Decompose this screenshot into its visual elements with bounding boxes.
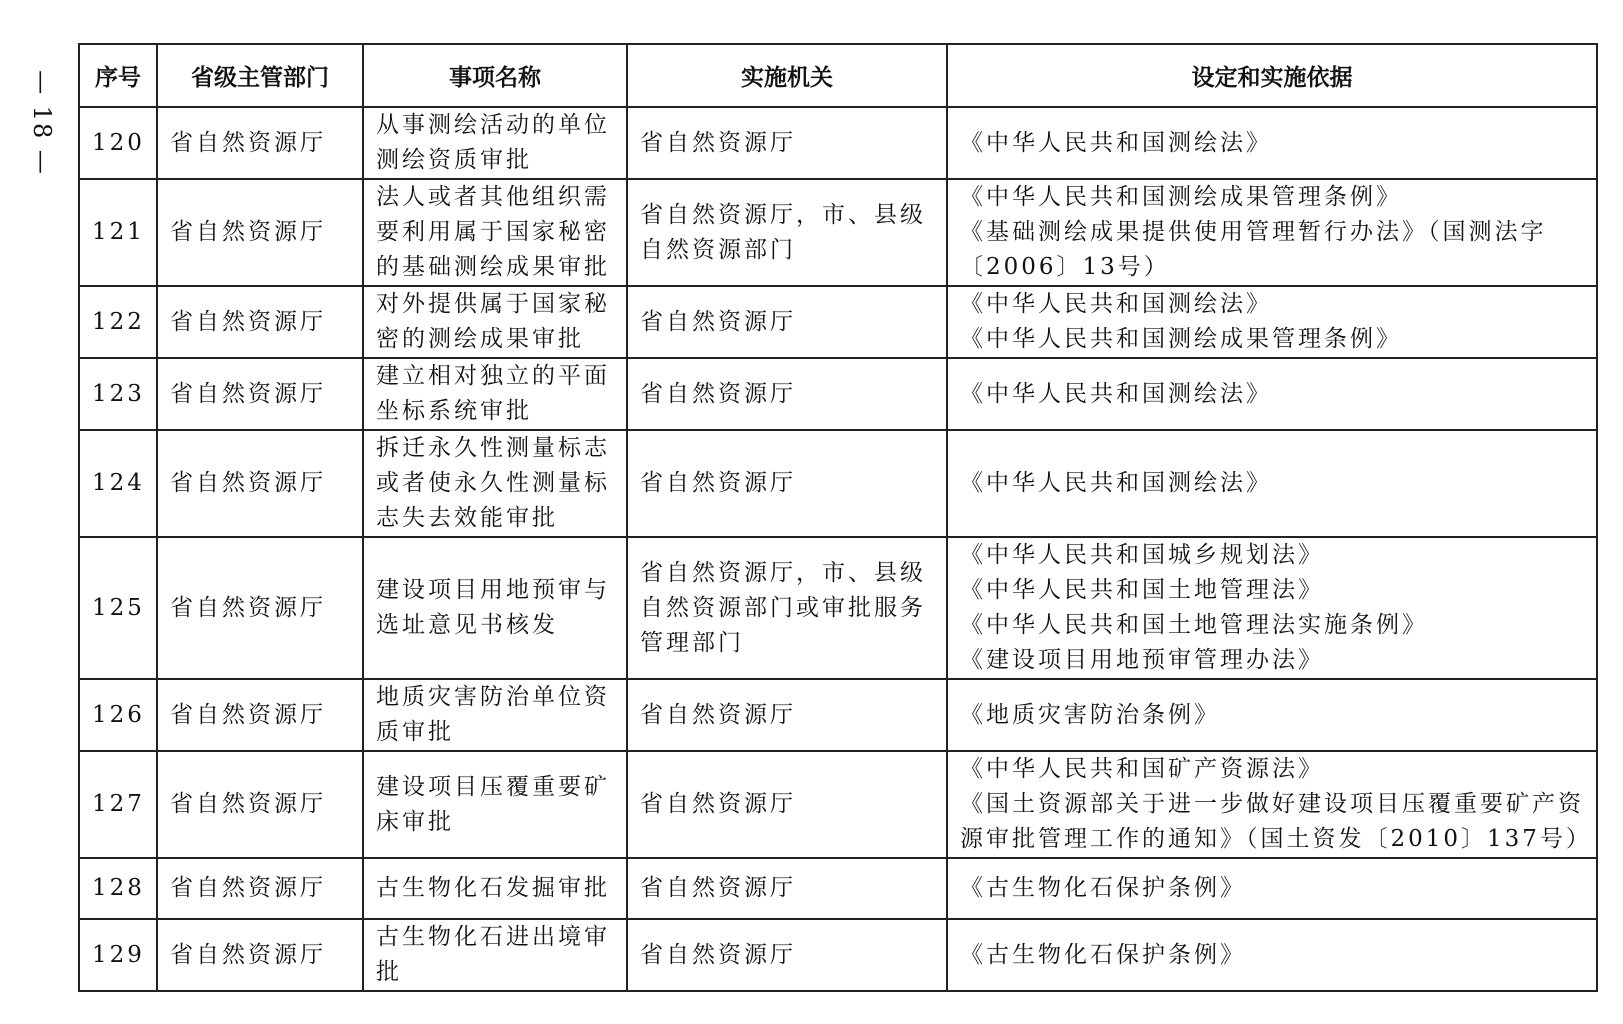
row-serial-number: 125 xyxy=(79,537,157,679)
row-item-name: 建设项目用地预审与选址意见书核发 xyxy=(363,537,627,679)
legal-basis-line: 《国土资源部关于进一步做好建设项目压覆重要矿产资源审批管理工作的通知》（国土资发〔2010〕137号） xyxy=(960,791,1592,852)
row-department: 省自然资源厅 xyxy=(157,679,363,751)
row-item-name: 法人或者其他组织需要利用属于国家秘密的基础测绘成果审批 xyxy=(363,179,627,286)
table-row xyxy=(79,537,1597,679)
legal-basis-line: 《古生物化石保护条例》 xyxy=(960,875,1246,901)
row-serial-number: 122 xyxy=(79,286,157,358)
header-implementing-agency: 实施机关 xyxy=(627,44,947,107)
table-row xyxy=(79,286,1597,358)
table-row xyxy=(79,751,1597,858)
row-item-name: 从事测绘活动的单位测绘资质审批 xyxy=(363,107,627,179)
row-department: 省自然资源厅 xyxy=(157,107,363,179)
row-item-name: 对外提供属于国家秘密的测绘成果审批 xyxy=(363,286,627,358)
row-department: 省自然资源厅 xyxy=(157,751,363,858)
row-implementing-agency: 省自然资源厅 xyxy=(627,286,947,358)
row-legal-basis xyxy=(947,430,1597,537)
row-serial-number: 129 xyxy=(79,919,157,991)
row-serial-number: 127 xyxy=(79,751,157,858)
legal-basis-line: 《中华人民共和国测绘成果管理条例》 xyxy=(960,326,1402,352)
legal-basis-line: 《中华人民共和国测绘法》 xyxy=(960,380,1272,407)
legal-basis-line: 《中华人民共和国测绘成果管理条例》 xyxy=(960,184,1402,210)
row-department: 省自然资源厅 xyxy=(157,358,363,430)
row-implementing-agency: 省自然资源厅 xyxy=(627,430,947,537)
page-number xyxy=(22,58,62,188)
row-serial-number: 120 xyxy=(79,107,157,179)
row-serial-number: 121 xyxy=(79,179,157,286)
row-implementing-agency: 省自然资源厅，市、县级自然资源部门或审批服务管理部门 xyxy=(627,537,947,679)
table-row xyxy=(79,358,1597,430)
row-legal-basis xyxy=(947,358,1597,430)
row-legal-basis xyxy=(947,679,1597,751)
row-department: 省自然资源厅 xyxy=(157,537,363,679)
header-legal-basis: 设定和实施依据 xyxy=(947,44,1597,107)
table-row xyxy=(79,919,1597,991)
table-header-row xyxy=(79,44,1597,107)
row-implementing-agency: 省自然资源厅 xyxy=(627,107,947,179)
row-item-name: 拆迁永久性测量标志或者使永久性测量标志失去效能审批 xyxy=(363,430,627,537)
row-legal-basis xyxy=(947,107,1597,179)
legal-basis-line: 《中华人民共和国测绘法》 xyxy=(960,129,1272,156)
row-department: 省自然资源厅 xyxy=(157,430,363,537)
row-legal-basis xyxy=(947,179,1597,286)
approval-items-table xyxy=(78,43,1598,992)
row-serial-number: 126 xyxy=(79,679,157,751)
table-row xyxy=(79,107,1597,179)
row-serial-number: 123 xyxy=(79,358,157,430)
row-legal-basis xyxy=(947,286,1597,358)
row-item-name: 古生物化石发掘审批 xyxy=(363,858,627,919)
row-item-name: 建立相对独立的平面坐标系统审批 xyxy=(363,358,627,430)
row-legal-basis xyxy=(947,751,1597,858)
row-serial-number: 124 xyxy=(79,430,157,537)
row-implementing-agency: 省自然资源厅 xyxy=(627,919,947,991)
row-implementing-agency: 省自然资源厅 xyxy=(627,858,947,919)
row-department: 省自然资源厅 xyxy=(157,919,363,991)
row-item-name: 建设项目压覆重要矿床审批 xyxy=(363,751,627,858)
row-implementing-agency: 省自然资源厅，市、县级自然资源部门 xyxy=(627,179,947,286)
table-row xyxy=(79,179,1597,286)
row-legal-basis xyxy=(947,858,1597,919)
header-item-name: 事项名称 xyxy=(363,44,627,107)
row-department: 省自然资源厅 xyxy=(157,858,363,919)
row-serial-number: 128 xyxy=(79,858,157,919)
legal-basis-line: 《中华人民共和国测绘法》 xyxy=(960,291,1272,317)
legal-basis-line: 《古生物化石保护条例》 xyxy=(960,941,1246,968)
row-department: 省自然资源厅 xyxy=(157,179,363,286)
row-implementing-agency: 省自然资源厅 xyxy=(627,751,947,858)
row-item-name: 地质灾害防治单位资质审批 xyxy=(363,679,627,751)
row-item-name: 古生物化石进出境审批 xyxy=(363,919,627,991)
page-number-text: — 18 — xyxy=(28,70,57,176)
table-row xyxy=(79,679,1597,751)
legal-basis-line: 《基础测绘成果提供使用管理暂行办法》（国测法字〔2006〕13号） xyxy=(960,219,1547,280)
legal-basis-line: 《中华人民共和国土地管理法》 xyxy=(960,577,1324,603)
legal-basis-line: 《中华人民共和国城乡规划法》 xyxy=(960,542,1324,568)
legal-basis-line: 《中华人民共和国测绘法》 xyxy=(960,470,1272,496)
legal-basis-line: 《中华人民共和国土地管理法实施条例》 xyxy=(960,612,1428,638)
legal-basis-line: 《建设项目用地预审管理办法》 xyxy=(960,647,1324,673)
row-legal-basis xyxy=(947,537,1597,679)
row-legal-basis xyxy=(947,919,1597,991)
row-implementing-agency: 省自然资源厅 xyxy=(627,358,947,430)
table-row xyxy=(79,430,1597,537)
row-department: 省自然资源厅 xyxy=(157,286,363,358)
legal-basis-line: 《地质灾害防治条例》 xyxy=(960,701,1220,728)
table-row xyxy=(79,858,1597,919)
header-department: 省级主管部门 xyxy=(157,44,363,107)
legal-basis-line: 《中华人民共和国矿产资源法》 xyxy=(960,756,1324,782)
header-serial-number: 序号 xyxy=(79,44,157,107)
row-implementing-agency: 省自然资源厅 xyxy=(627,679,947,751)
